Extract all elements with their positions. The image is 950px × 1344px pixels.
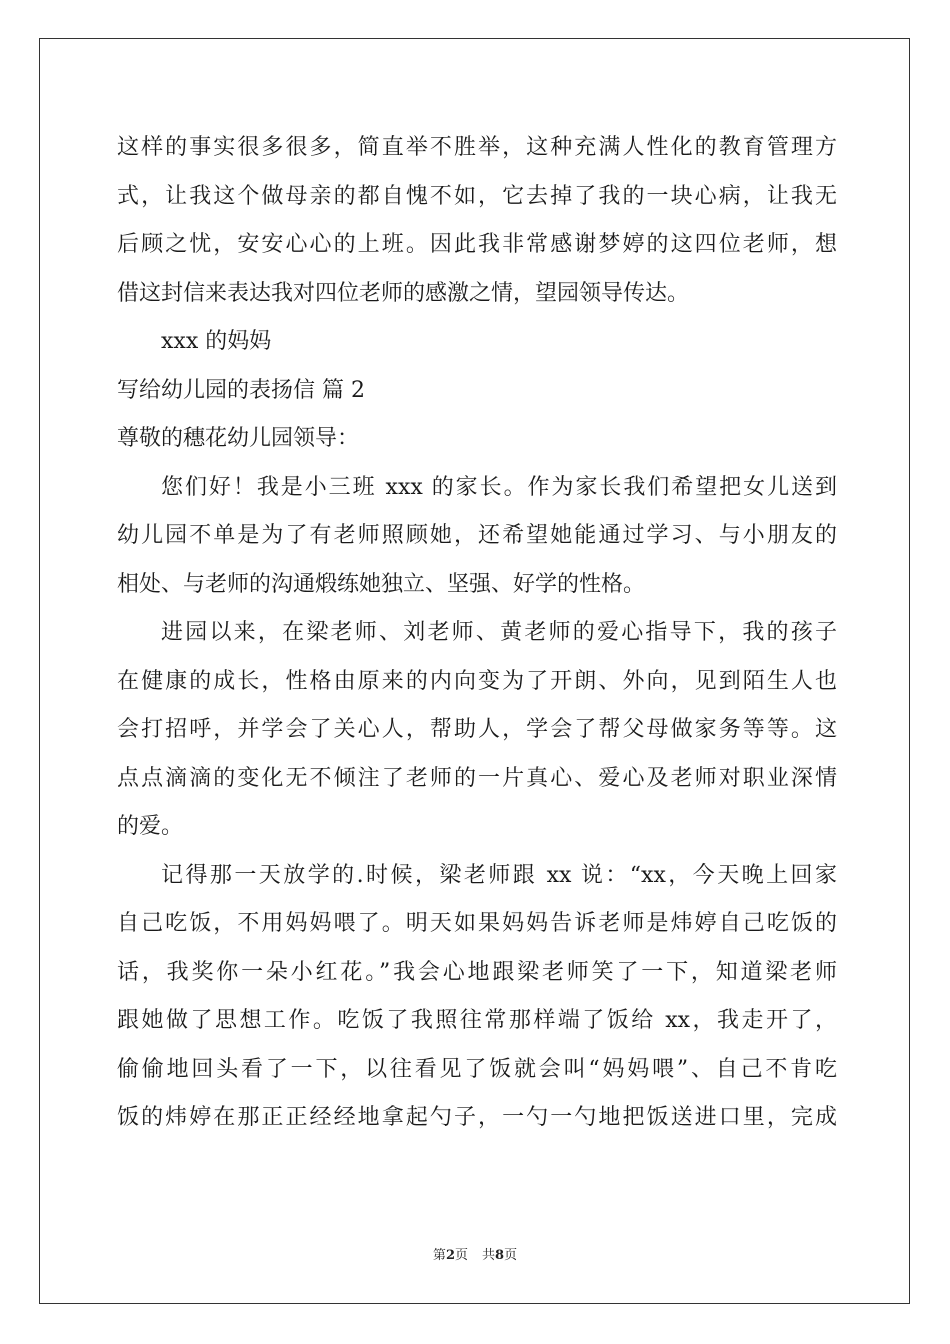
text-line: 后顾之忧，安安心心的上班。因此我非常感谢梦婷的这四位老师，想: [117, 232, 837, 257]
text-line: 跟她做了思想工作。吃饭了我照往常那样端了饭给 xx，我走开了，: [117, 1008, 837, 1033]
text-line: 点点滴滴的变化无不倾注了老师的一片真心、爱心及老师对职业深情: [117, 765, 837, 791]
text-line: 会打招呼，并学会了关心人，帮助人，学会了帮父母做家务等等。这: [117, 717, 837, 742]
text-line: 话，我奖你一朵小红花。”我会心地跟梁老师笑了一下，知道梁老师: [117, 959, 837, 985]
footer-page-prefix: 第: [432, 1248, 446, 1263]
text-line: 的爱。: [117, 814, 184, 839]
text-line: 借这封信来表达我对四位老师的感激之情，望园领导传达。: [117, 280, 690, 306]
text-line: 饭的炜婷在那正正经经地拿起勺子，一勺一勺地把饭送进口里，完成: [117, 1105, 837, 1130]
text-line: 写给幼儿园的表扬信 篇 2: [117, 377, 365, 403]
text-line: xxx 的妈妈: [161, 329, 272, 354]
document-body: [117, 124, 837, 1143]
footer-total-suffix: 页: [504, 1248, 518, 1263]
footer-total-pages: 8: [495, 1248, 505, 1263]
footer-total-prefix: 共: [482, 1248, 496, 1263]
text-line: 幼儿园不单是为了有老师照顾她，还希望她能通过学习、与小朋友的: [117, 523, 837, 548]
footer-page-suffix: 页: [454, 1248, 468, 1263]
page-footer: [0, 1244, 950, 1263]
text-line: 记得那一天放学的.时候，梁老师跟 xx 说：“xx，今天晚上回家: [161, 862, 837, 888]
text-line: 相处、与老师的沟通煅练她独立、坚强、好学的性格。: [117, 571, 646, 597]
footer-page-number: 2: [445, 1248, 455, 1263]
text-line: 尊敬的穗花幼儿园领导：: [117, 426, 360, 451]
text-line: 在健康的成长，性格由原来的内向变为了开朗、外向，见到陌生人也: [117, 668, 837, 694]
text-line: 您们好！我是小三班 xxx 的家长。作为家长我们希望把女儿送到: [161, 474, 837, 500]
text-line: 偷偷地回头看了一下，以往看见了饭就会叫“妈妈喂”、自己不肯吃: [117, 1056, 837, 1082]
text-line: 式，让我这个做母亲的都自愧不如，它去掉了我的一块心病，让我无: [117, 183, 837, 209]
text-line: 自己吃饭，不用妈妈喂了。明天如果妈妈告诉老师是炜婷自己吃饭的: [117, 911, 837, 936]
text-line: 进园以来，在梁老师、刘老师、黄老师的爱心指导下，我的孩子: [161, 620, 837, 645]
text-line: 这样的事实很多很多，简直举不胜举，这种充满人性化的教育管理方: [117, 135, 837, 160]
